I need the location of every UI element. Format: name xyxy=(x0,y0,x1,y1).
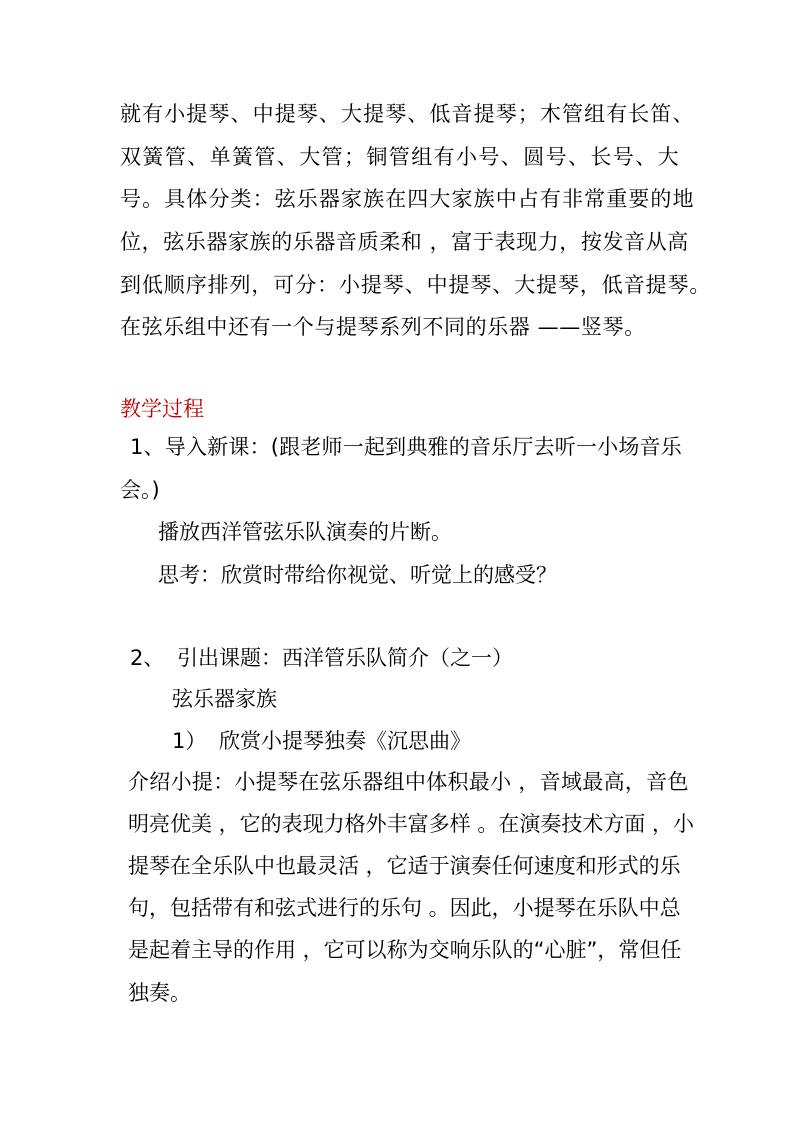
section-heading: 教学过程 xyxy=(120,397,204,421)
intro-line-5: 到低顺序排列，可分：小提琴、中提琴、大提琴，低音提琴。 xyxy=(120,273,712,297)
step1-line-2: 会。) xyxy=(120,478,160,502)
intro-line-6: 在弦乐组中还有一个与提琴系列不同的乐器 ——竖琴。 xyxy=(120,315,646,339)
step1-play: 播放西洋管弦乐队演奏的片断。 xyxy=(158,520,452,544)
violin-line-2: 明亮优美 ，它的表现力格外丰富多样 。在演奏技术方面 ，小 xyxy=(128,812,695,836)
intro-line-4: 位，弦乐器家族的乐器音质柔和 ，富于表现力，按发音从高 xyxy=(120,230,689,254)
violin-line-6: 独奏。 xyxy=(128,981,191,1005)
step2-item-1: 1） 欣赏小提琴独奏《沉思曲》 xyxy=(172,729,472,753)
intro-line-2: 双簧管、单簧管、大管；铜管组有小号、圆号、长号、大 xyxy=(120,145,680,169)
intro-line-3: 号。具体分类：弦乐器家族在四大家族中占有非常重要的地 xyxy=(120,187,695,211)
violin-line-1: 介绍小提：小提琴在弦乐器组中体积最小 ，音域最高，音色 xyxy=(128,770,689,794)
violin-line-3: 提琴在全乐队中也最灵活 ，它适于演奏任何速度和形式的乐 xyxy=(128,854,681,878)
step2-subtitle: 弦乐器家族 xyxy=(172,687,277,711)
step1-line-1: 1、导入新课：(跟老师一起到典雅的音乐厅去听一小场音乐 xyxy=(130,435,682,459)
violin-line-5: 是起着主导的作用 ，它可以称为交响乐队的“心脏”，常但任 xyxy=(128,938,682,962)
step2-line-1: 2、 引出课题：西洋管乐队简介（之一） xyxy=(130,646,514,670)
intro-line-1: 就有小提琴、中提琴、大提琴、低音提琴；木管组有长笛、 xyxy=(120,102,695,126)
step1-think: 思考：欣赏时带给你视觉、听觉上的感受？ xyxy=(158,563,557,587)
violin-line-4: 句，包括带有和弦式进行的乐句 。因此，小提琴在乐队中总 xyxy=(128,896,681,920)
